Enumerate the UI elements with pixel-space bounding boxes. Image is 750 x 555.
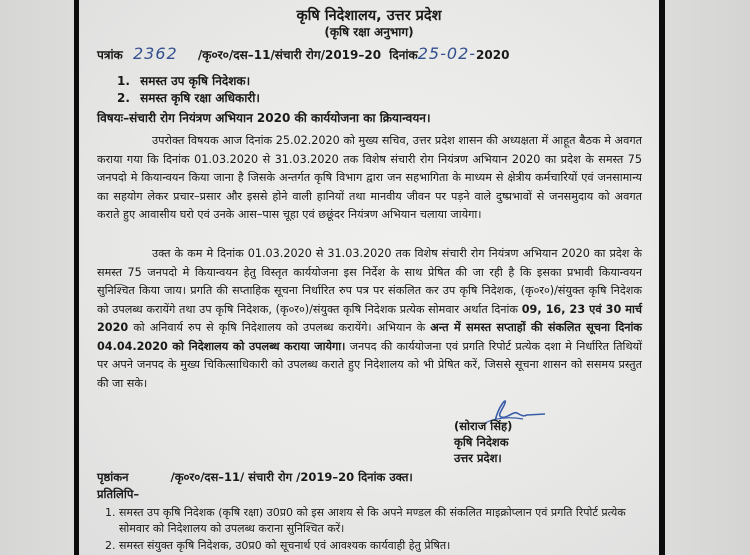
paragraph-1 bbox=[97, 132, 642, 225]
endorsement-path: /कृ०र०/दस–11/ संचारी रोग /2019–20 दिनांक उक्त। bbox=[170, 470, 413, 484]
copy-item-1 bbox=[105, 505, 634, 537]
copy-item-2 bbox=[105, 538, 634, 554]
section-title: (कृषि रक्षा अनुभाग) bbox=[324, 25, 414, 39]
copy-to-label: प्रतिलिपि– bbox=[97, 487, 140, 501]
signatory-name: (सोराज सिंह) bbox=[454, 419, 513, 433]
date-year: 2020 bbox=[476, 48, 510, 62]
date-handwritten: 25-02- bbox=[417, 44, 477, 63]
copy-item-number: 1. bbox=[105, 506, 116, 519]
reference-label: पत्रांक bbox=[97, 48, 123, 62]
paragraph-1-text: उपरोक्त विषयक आज दिनांक 25.02.2020 को मुख्य सचिव, उत्तर प्रदेश शासन की अध्यक्षता में आहूत बैठक मे अवगत कराया गया कि दिनांक 01.03.2020 से 31.03.2020 तक विशेष संचारी रोग नियंत्रण अभियान 2020 का प्रदेश के समस्त 75 जनपदो मे कियान्वयन किया जाना है जिसके अन्तर्गत कृषि विभाग द्वारा जन सहभागिता के माध्यम से क्षेत्रीय कर्मचारियों एवं जनसामान्य का सहयोग लेकर प्रचार–प्रसार और इससे होने वाली हानियों तथा मानवीय जीवन पर पड़ने वाले दुष्प्रभावों से जनसमुदाय को अवगत कराते हुए आवासीय घरो एवं उनके आस–पास चूहा एवं छछूंदर नियंत्रण अभियान चलाया जायेगा। bbox=[97, 134, 642, 221]
signature-block bbox=[454, 418, 512, 466]
addressee-number: 1. bbox=[117, 74, 130, 88]
final-report-deadline: अन्त में समस्त सप्ताहों की संकलित सूचना दिनांक 04.04.2020 को निदेशालय को उपलब्ध कराया जायेगा। bbox=[97, 321, 642, 353]
paragraph-2-text-a: उक्त के कम मे दिनांक 01.03.2020 से 31.03.2020 तक विशेष संचारी रोग नियंत्रण अभियान 2020 का प्रदेश के समस्त 75 जनपदो मे कियान्वयन हेतु विस्तृत कार्ययोजना इस निर्देश के साथ प्रेषित की जा रही है कि इसका प्रभावी कियान्वयन सुनिश्चित किया जाय। प्रगति की सप्ताहिक सूचना निर्धारित रुप पत्र पर संकलित कर उप कृषि निदेशक, (कृ०र०)/संयुक्त कृषि निदेशक को उपलब्ध करायेंगे तथा उप कृषि निदेशक, (कृ०र०)/संयुक्त कृषि निदेशक प्रत्येक सोमवार अर्थात दिनांक bbox=[97, 247, 642, 316]
endorsement-line bbox=[97, 470, 413, 485]
reference-path: /कृ०र०/दस–11/संचारी रोग/2019–20 bbox=[197, 48, 382, 62]
copy-item-text: समस्त संयुक्त कृषि निदेशक, उ0प्र0 को सूचनार्थ एवं आवश्यक कार्यवाही हेतु प्रेषित। bbox=[119, 539, 451, 552]
reference-line bbox=[97, 44, 509, 63]
office-title: कृषि निदेशालय, उत्तर प्रदेश bbox=[296, 8, 442, 24]
subject-line: विषयः–संचारी रोग नियंत्रण अभियान 2020 की कार्ययोजना का क्रियान्वयन। bbox=[97, 111, 431, 125]
letter-document bbox=[79, 0, 659, 555]
signatory-designation: कृषि निदेशक bbox=[454, 435, 509, 449]
date-label: दिनांक bbox=[389, 48, 418, 62]
addressee-text: समस्त उप कृषि निदेशक। bbox=[140, 74, 251, 88]
reference-number: 2362 bbox=[132, 44, 178, 63]
addressee-number: 2. bbox=[117, 91, 130, 105]
copy-item-number: 2. bbox=[105, 539, 116, 552]
background-right-panel bbox=[665, 0, 750, 555]
endorsement-label: पृष्ठांकन bbox=[97, 470, 129, 484]
monday-dates: 09, 16, 23 एवं 30 मार्च 2020 bbox=[97, 302, 642, 334]
addressee-2 bbox=[117, 89, 260, 106]
addressee-text: समस्त कृषि रक्षा अधिकारी। bbox=[140, 91, 260, 105]
background-left-panel bbox=[0, 0, 74, 555]
addressee-1 bbox=[117, 72, 250, 89]
paragraph-2 bbox=[97, 245, 642, 393]
copy-item-text: समस्त उप कृषि निदेशक (कृषि रक्षा) उ0प्र0 को इस आशय से कि अपने मण्डल की संकलित माइक्रोप्लान एवं प्रगति रिपोर्ट प्रत्येक सोमवार को निदेशालय को उपलब्ध कराना सुनिश्चित करें। bbox=[119, 506, 626, 535]
signatory-location: उत्तर प्रदेश। bbox=[454, 451, 502, 465]
paragraph-2-text-b: को अनिवार्य रुप से कृषि निदेशालय को उपलब्ध करायेंगे। अभियान के bbox=[128, 321, 431, 334]
paragraph-2-text-c: जनपद की कार्ययोजना एवं प्रगति रिपोर्ट प्रत्येक दशा मे निर्धारित तिथियों पर अपने जनपद के मुख्य चिकित्साधिकारी को उपलब्ध कराते हुए निदेशालय को भी प्रेषित करें, जिससे सूचना शासन को ससमय प्रस्तुत की जा सके। bbox=[97, 339, 642, 390]
